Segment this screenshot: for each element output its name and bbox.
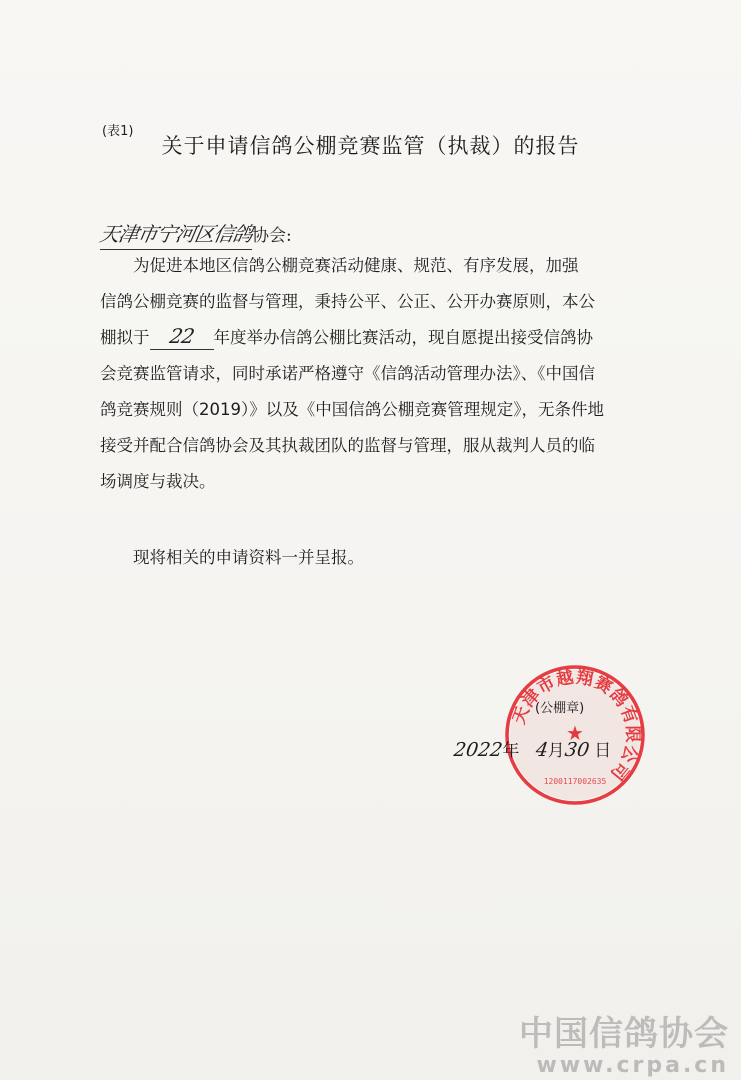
seal-label: (公棚章) bbox=[535, 701, 585, 716]
date-month-handwritten: 4 bbox=[534, 739, 550, 761]
addressee-handwriting-field bbox=[97, 218, 254, 250]
para1-line: 鸽竞赛规则（2019）》以及《中国信鸽公棚竞赛管理规定》，无条件地 bbox=[100, 400, 604, 419]
watermark-name: 中国信鸽协会 bbox=[519, 1014, 729, 1054]
para1-line: 信鸽公棚竞赛的监督与管理，秉持公平、公正、公开办赛原则，本公 bbox=[100, 292, 595, 311]
addressee-suffix: 协会: bbox=[252, 226, 292, 246]
body-paragraph-1 bbox=[100, 248, 640, 500]
date-year-handwritten: 2022 bbox=[452, 739, 504, 761]
year-handwritten: 22 bbox=[167, 324, 196, 348]
form-number: (表1) bbox=[102, 124, 134, 139]
para1-line-with-year bbox=[100, 320, 640, 356]
para1-line: 场调度与裁决。 bbox=[100, 472, 216, 491]
document-title: 关于申请信鸽公棚竞赛监管（执裁）的报告 bbox=[161, 134, 580, 158]
para1-line: 会竞赛监管请求，同时承诺严格遵守《信鸽活动管理办法》、《中国信 bbox=[100, 364, 595, 383]
year-blank-field bbox=[150, 325, 214, 350]
seal-number: 1200117002635 bbox=[543, 777, 607, 786]
para1-line: 接受并配合信鸽协会及其执裁团队的监督与管理，服从裁判人员的临 bbox=[100, 436, 595, 455]
date-month-unit: 月 bbox=[547, 741, 565, 761]
signature-date bbox=[454, 736, 611, 761]
para1-line: 为促进本地区信鸽公棚竞赛活动健康、规范、有序发展，加强 bbox=[133, 256, 579, 275]
body-paragraph-2 bbox=[100, 540, 640, 576]
date-day-unit: 日 bbox=[594, 741, 612, 761]
svg-text:★: ★ bbox=[566, 721, 584, 745]
para2-line: 现将相关的申请资料一并呈报。 bbox=[133, 548, 364, 567]
date-day-handwritten: 30 bbox=[563, 739, 591, 761]
company-seal bbox=[500, 660, 650, 810]
date-year-unit: 年 bbox=[502, 741, 520, 761]
addressee-handwritten: 天津市宁河区信鸽 bbox=[97, 222, 254, 246]
addressee bbox=[97, 218, 292, 250]
watermark-url: www.crpa.cn bbox=[536, 1053, 729, 1078]
watermark bbox=[519, 1006, 729, 1078]
para1-line3-prefix: 棚拟于 bbox=[100, 328, 150, 347]
para1-line3-suffix: 年度举办信鸽公棚比赛活动，现自愿提出接受信鸽协 bbox=[213, 328, 593, 347]
seal-ring-text: 天津市越翔赛鸽有限公司 bbox=[509, 667, 643, 785]
